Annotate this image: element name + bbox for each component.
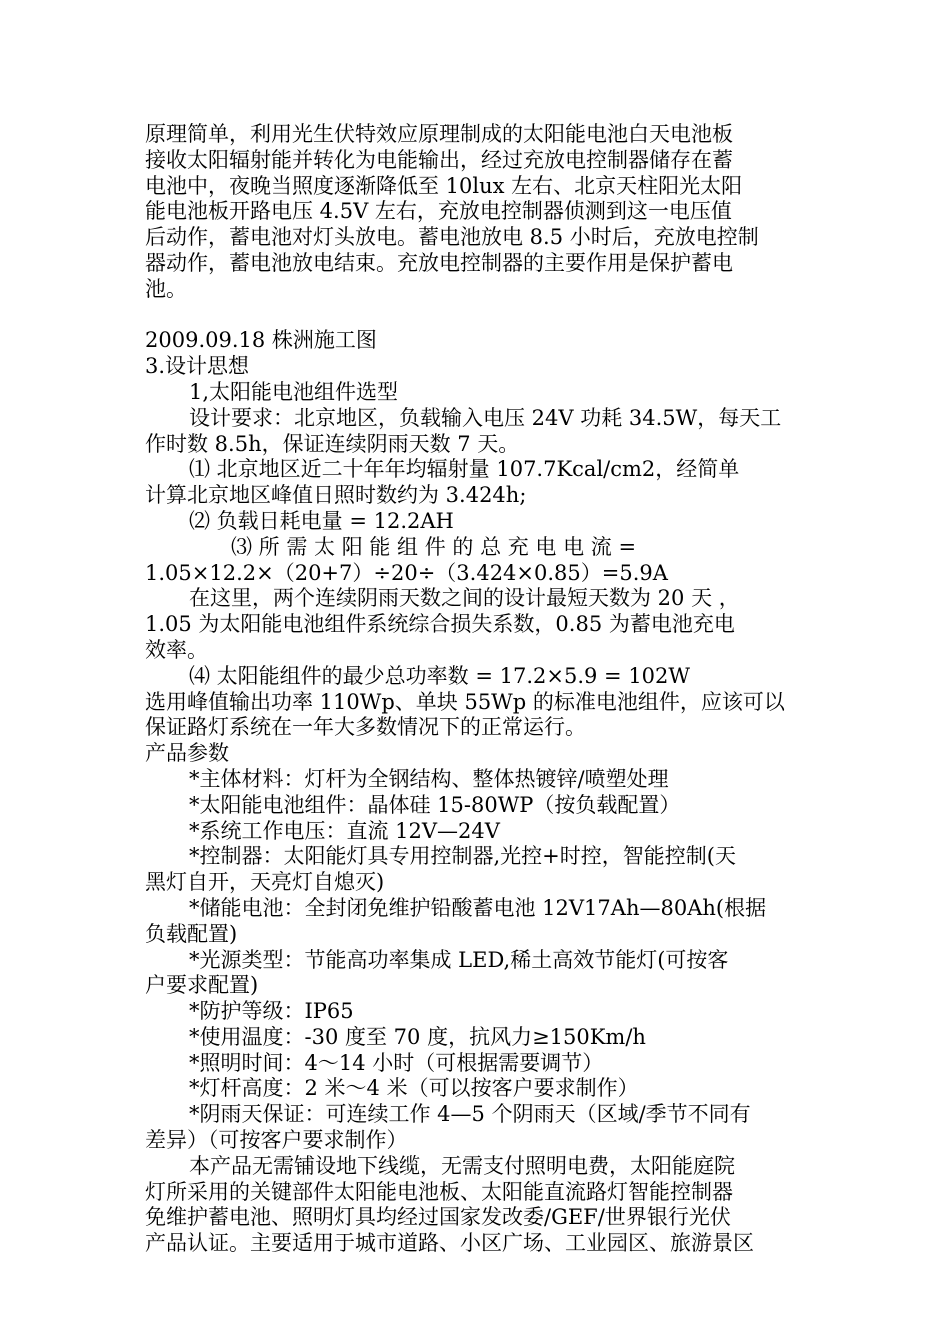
text-line: 池。 [145,276,187,301]
text-line: *系统工作电压：直流 12V—24V [189,818,500,843]
item-1 [145,457,815,509]
text-line: *控制器：太阳能灯具专用控制器,光控+时控，智能控制(天 [189,844,736,869]
text-line: 负载配置) [145,921,238,946]
param-item [145,1102,815,1154]
text-line: 差异）（可按客户要求制作） [145,1128,408,1153]
text-line: 在这里，两个连续阴雨天数之间的设计最短天数为 20 天 ， [189,586,740,611]
intro-paragraph [145,122,815,303]
param-item [145,896,815,948]
text-line: 电池中，夜晚当照度逐渐降低至 10lux 左右、北京天柱阳光太阳 [145,173,743,198]
item-3 [145,535,815,587]
text-line: *照明时间：4～14 小时（可根据需要调节） [189,1050,604,1075]
param-item [145,767,815,793]
text-line: *储能电池：全封闭免维护铅酸蓄电池 12V17Ah—80Ah(根据 [189,895,767,920]
param-item [145,1025,815,1051]
subsection-title: 1,太阳能电池组件选型 [189,379,399,404]
item-4: ⑷ 太阳能组件的最少总功率数 = 17.2×5.9 = 102W [189,663,690,688]
text-line: 器动作，蓄电池放电结束。充放电控制器的主要作用是保护蓄电 [145,250,733,275]
text-line: *主体材料：灯杆为全钢结构、整体热镀锌/喷塑处理 [189,766,669,791]
text-line: 接收太阳辐射能并转化为电能输出，经过充放电控制器储存在蓄 [145,147,733,172]
param-item [145,999,815,1025]
param-item [145,844,815,896]
text-line: 计算北京地区峰值日照时数约为 3.424h; [145,483,527,508]
closing-paragraph [145,1154,815,1257]
param-item [145,793,815,819]
text-line: 1.05 为太阳能电池组件系统综合损失系数，0.85 为蓄电池充电 [145,612,735,637]
text-line: 本产品无需铺设地下线缆，无需支付照明电费，太阳能庭院 [189,1153,735,1178]
date-line: 2009.09.18 株洲施工图 [145,328,377,353]
text-line: 产品认证。主要适用于城市道路、小区广场、工业园区、旅游景区 [145,1231,754,1256]
param-item [145,948,815,1000]
document-page [145,122,815,1257]
design-requirement [145,406,815,458]
text-line: *阴雨天保证：可连续工作 4—5 个阴雨天（区域/季节不同有 [189,1102,751,1127]
text-line: *防护等级：IP65 [189,999,354,1024]
item-2: ⑵ 负载日耗电量 = 12.2AH [189,508,454,533]
param-item [145,1076,815,1102]
text-line: 保证路灯系统在一年大多数情况下的正常运行。 [145,715,586,740]
text-line: 免维护蓄电池、照明灯具均经过国家发改委/GEF/世界银行光伏 [145,1205,731,1230]
section-title: 3.设计思想 [145,354,250,379]
text-line: 效率。 [145,637,208,662]
text-line: ⑶ 所 需 太 阳 能 组 件 的 总 充 电 电 流 = [231,534,637,559]
param-item [145,1051,815,1077]
text-line: 户要求配置) [145,973,259,998]
text-line: ⑴ 北京地区近二十年年均辐射量 107.7Kcal/cm2，经简单 [189,457,740,482]
text-line: 选用峰值输出功率 110Wp、单块 55Wp 的标准电池组件，应该可以 [145,689,785,714]
params-list [145,767,815,1154]
blank-line [145,303,815,329]
text-line: *使用温度：-30 度至 70 度，抗风力≥150Km/h [189,1024,646,1049]
note-paragraph [145,586,815,663]
text-line: 灯所采用的关键部件太阳能电池板、太阳能直流路灯智能控制器 [145,1179,733,1204]
text-line: *太阳能电池组件：晶体硅 15-80WP（按负载配置） [189,792,681,817]
text-line: 作时数 8.5h，保证连续阴雨天数 7 天。 [145,431,520,456]
text-line: *光源类型：节能高功率集成 LED,稀土高效节能灯(可按客 [189,947,729,972]
text-line: 1.05×12.2×（20+7）÷20÷（3.424×0.85）=5.9A [145,560,668,585]
text-line: 设计要求：北京地区，负载输入电压 24V 功耗 34.5W，每天工 [189,405,782,430]
text-line: 黑灯自开，天亮灯自熄灭) [145,870,385,895]
text-line: 能电池板开路电压 4.5V 左右，充放电控制器侦测到这一电压值 [145,199,732,224]
text-line: 后动作，蓄电池对灯头放电。蓄电池放电 8.5 小时后，充放电控制 [145,225,759,250]
text-line: *灯杆高度：2 米～4 米（可以按客户要求制作） [189,1076,639,1101]
param-item [145,819,815,845]
text-line: 原理简单，利用光生伏特效应原理制成的太阳能电池白天电池板 [145,122,733,146]
params-title: 产品参数 [145,741,229,766]
selection-paragraph [145,690,815,742]
